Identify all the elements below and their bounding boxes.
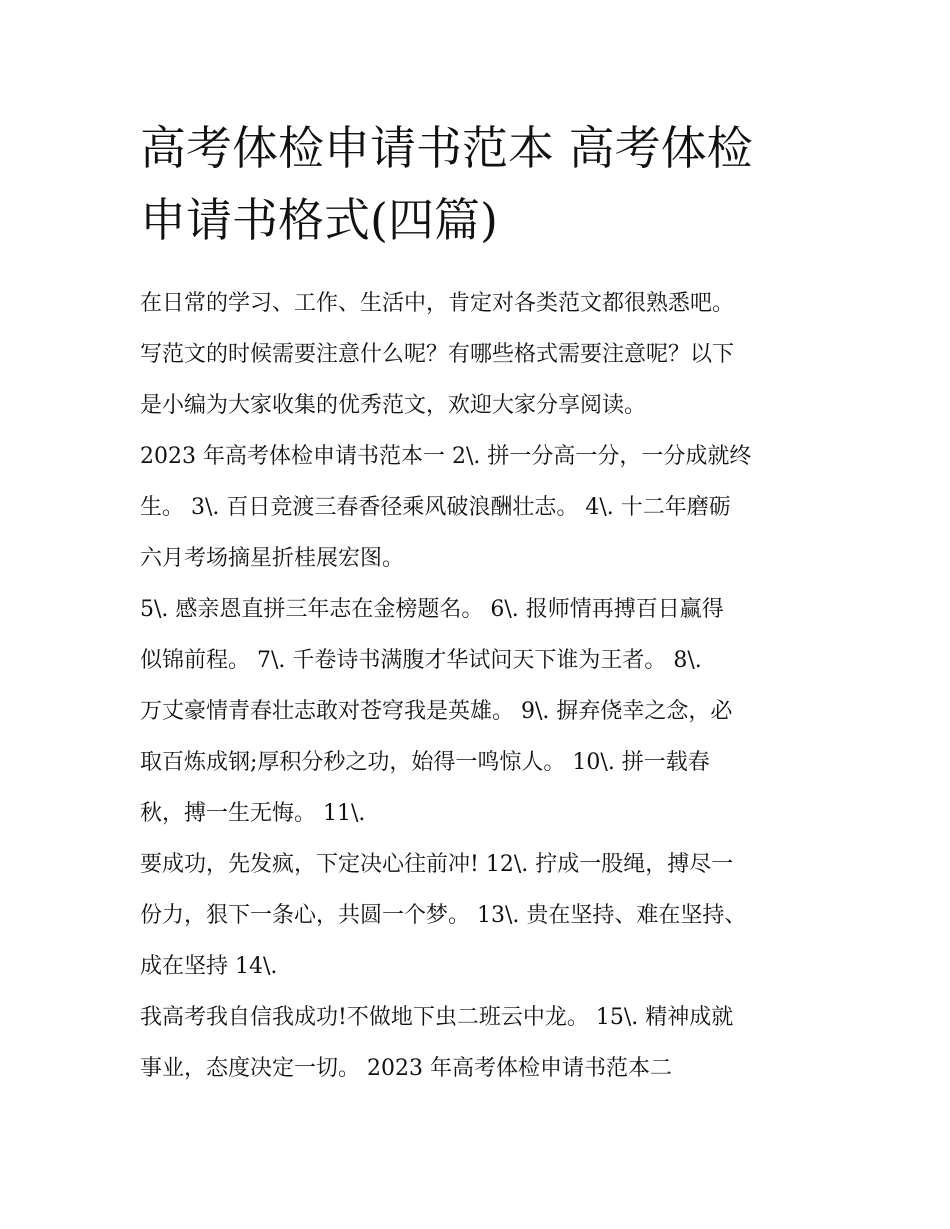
body-line: 六月考场摘星折桂展宏图。 [140,546,405,571]
body-line: 要成功，先发疯，下定决心往前冲! 12\. 拧成一股绳，搏尽一 [140,852,734,877]
body-line: 在日常的学习、工作、生活中，肯定对各类范文都很熟悉吧。 [140,291,735,316]
body-line: 成在坚持 14\. [140,954,278,979]
body-line: 2023 年高考体检申请书范本一 2\. 拼一分高一分，一分成就终 [140,444,752,469]
body-line: 万丈豪情青春壮志敢对苍穹我是英雄。 9\. 摒弃侥幸之念，必 [140,699,733,724]
body-line: 我高考我自信我成功!不做地下虫二班云中龙。 15\. 精神成就 [140,1005,734,1030]
title-line: 申请书格式(四篇) [140,193,498,247]
document-body [140,278,820,1094]
document-title [140,112,820,256]
body-line: 是小编为大家收集的优秀范文，欢迎大家分享阅读。 [140,393,647,418]
title-line: 高考体检申请书范本 高考体检 [140,121,753,175]
body-line: 份力，狠下一条心，共圆一个梦。 13\. 贵在坚持、难在坚持、 [140,903,747,928]
body-line: 事业，态度决定一切。 2023 年高考体检申请书范本二 [140,1056,672,1081]
body-line: 5\. 感亲恩直拼三年志在金榜题名。 6\. 报师情再搏百日赢得 [140,597,724,622]
body-line: 似锦前程。 7\. 千卷诗书满腹才华试问天下谁为王者。 8\. [140,648,702,673]
body-line: 生。 3\. 百日竞渡三春香径乘风破浪酬壮志。 4\. 十二年磨砺 [140,495,731,520]
body-line: 取百炼成钢;厚积分秒之功，始得一鸣惊人。 10\. 拼一载春 [140,750,710,775]
body-line: 秋，搏一生无悔。 11\. [140,801,366,826]
body-line: 写范文的时候需要注意什么呢？有哪些格式需要注意呢？以下 [140,342,735,367]
